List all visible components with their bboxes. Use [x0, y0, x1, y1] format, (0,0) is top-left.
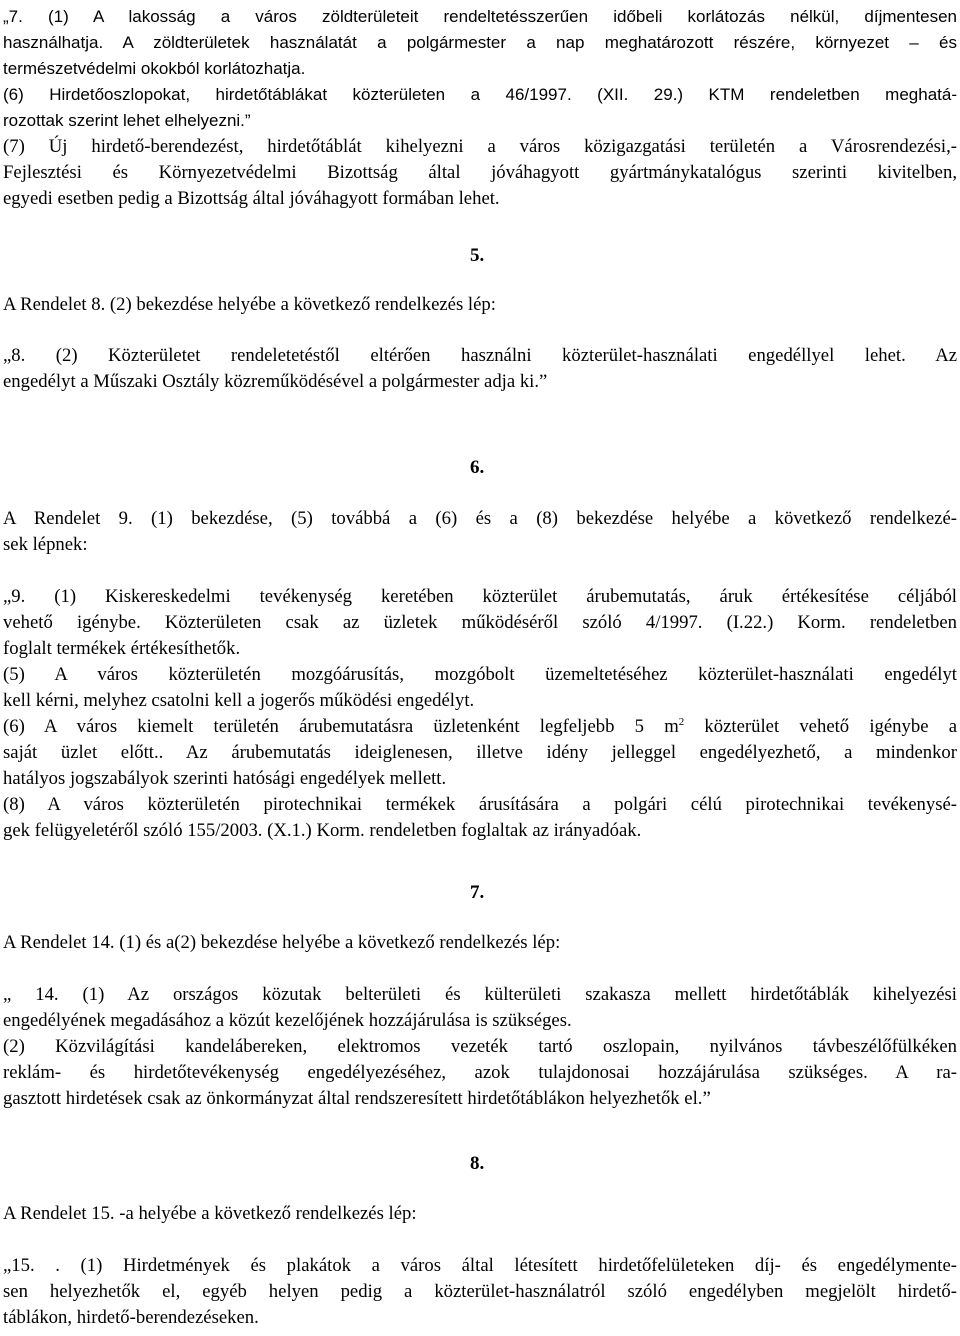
- text-line: (6) Hirdetőoszlopokat, hirdetőtáblákat közterületen a 46/1997. (XII. 29.) KTM rendeletben meghatá-: [3, 85, 957, 104]
- text-line: „ 14. (1) Az országos közutak belterületi és külterületi szakasza mellett hirdetőtáblák kihelyezési: [3, 984, 957, 1005]
- section-heading: 5.: [470, 245, 485, 266]
- text-line: [3, 714, 957, 740]
- text-line: hatályos jogszabályok szerinti hatósági engedélyek mellett.: [3, 768, 447, 789]
- text-line: „9. (1) Kiskereskedelmi tevékenység keretében közterület árubemutatás, áruk értékesítése céljából: [3, 586, 957, 607]
- text-line: (8) A város közterületén pirotechnikai termékek árusítására a polgári célú pirotechnikai tevékenysé-: [3, 794, 957, 815]
- text-line: „15. . (1) Hirdetmények és plakátok a város által létesített hirdetőfelületeken díj- és engedélymente-: [3, 1255, 957, 1276]
- superscript: 2: [678, 716, 685, 728]
- text-line: (5) A város közterületén mozgóárusítás, mozgóbolt üzemeltetéséhez közterület-használati engedélyt: [3, 664, 957, 685]
- text-line: „7. (1) A lakosság a város zöldterületeit rendeltetésszerűen időbeli korlátozás nélkül, díjmentesen: [3, 7, 957, 26]
- text-line: gek felügyeletéről szóló 155/2003. (X.1.) Korm. rendeletben foglaltak az irányadóak.: [3, 820, 642, 841]
- text-line: saját üzlet előtt.. Az árubemutatás ideiglenesen, illetve idény jelleggel engedélyezhető, a mindenkor: [3, 742, 957, 763]
- text-line: Fejlesztési és Környezetvédelmi Bizottság által jóváhagyott gyártmánykatalógus szerinti kivitelben,: [3, 162, 957, 183]
- text-line: reklám- és hirdetőtevékenység engedélyezéséhez, azok tulajdonosai hozzájárulása szükséges. A ra-: [3, 1062, 957, 1083]
- text-line: természetvédelmi okokból korlátozhatja.: [3, 59, 306, 78]
- text-line: (7) Új hirdető-berendezést, hirdetőtáblát kihelyezni a város közigazgatási területén a Városrendezési,-: [3, 136, 957, 157]
- text-line: engedélyének megadásához a közút kezelőjének hozzájárulása is szükséges.: [3, 1010, 572, 1031]
- section-heading: 8.: [470, 1153, 485, 1174]
- text-line: „8. (2) Közterületet rendeletetéstől eltérően használni közterület-használati engedéllyel lehet. Az: [3, 345, 957, 366]
- text-line: kell kérni, melyhez csatolni kell a jogerős működési engedélyt.: [3, 690, 475, 711]
- text-line: gasztott hirdetések csak az önkormányzat által rendszeresített hirdetőtáblákon helyezhetők el.”: [3, 1088, 711, 1109]
- text-line: vehető igénybe. Közterületen csak az üzletek működéséről szóló 4/1997. (I.22.) Korm. rendeletben: [3, 612, 957, 633]
- text-line: sek lépnek:: [3, 534, 88, 555]
- text-line: egyedi esetben pedig a Bizottság által jóváhagyott formában lehet.: [3, 188, 500, 209]
- text-line: rozottak szerint lehet elhelyezni.”: [3, 111, 251, 130]
- text-line: foglalt termékek értékesíthetők.: [3, 638, 241, 659]
- text-segment: (6) A város kiemelt területén árubemutatásra üzletenként legfeljebb 5 m: [3, 716, 679, 737]
- text-line: A Rendelet 9. (1) bekezdése, (5) továbbá a (6) és a (8) bekezdése helyébe a következő rendelkezé-: [3, 508, 957, 529]
- text-line: használhatja. A zöldterületek használatát a polgármester a nap meghatározott részére, környezet – és: [3, 33, 957, 52]
- text-line: A Rendelet 14. (1) és a(2) bekezdése helyébe a következő rendelkezés lép:: [3, 932, 561, 953]
- text-line: A Rendelet 8. (2) bekezdése helyébe a következő rendelkezés lép:: [3, 294, 496, 315]
- text-line: engedélyt a Műszaki Osztály közreműködésével a polgármester adja ki.”: [3, 371, 548, 392]
- text-line: sen helyezhetők el, egyéb helyen pedig a közterület-használatról szóló engedélyben megjelölt hirdető-: [3, 1281, 957, 1302]
- section-heading: 7.: [470, 882, 485, 903]
- text-line: A Rendelet 15. -a helyébe a következő rendelkezés lép:: [3, 1203, 417, 1224]
- text-segment: közterület vehető igénybe a: [684, 716, 957, 737]
- section-heading: 6.: [470, 457, 485, 478]
- text-line: táblákon, hirdető-berendezéseken.: [3, 1307, 259, 1328]
- text-line: (2) Közvilágítási kandelábereken, elektromos vezeték tartó oszlopain, nyilvános távbeszélőfülkéken: [3, 1036, 957, 1057]
